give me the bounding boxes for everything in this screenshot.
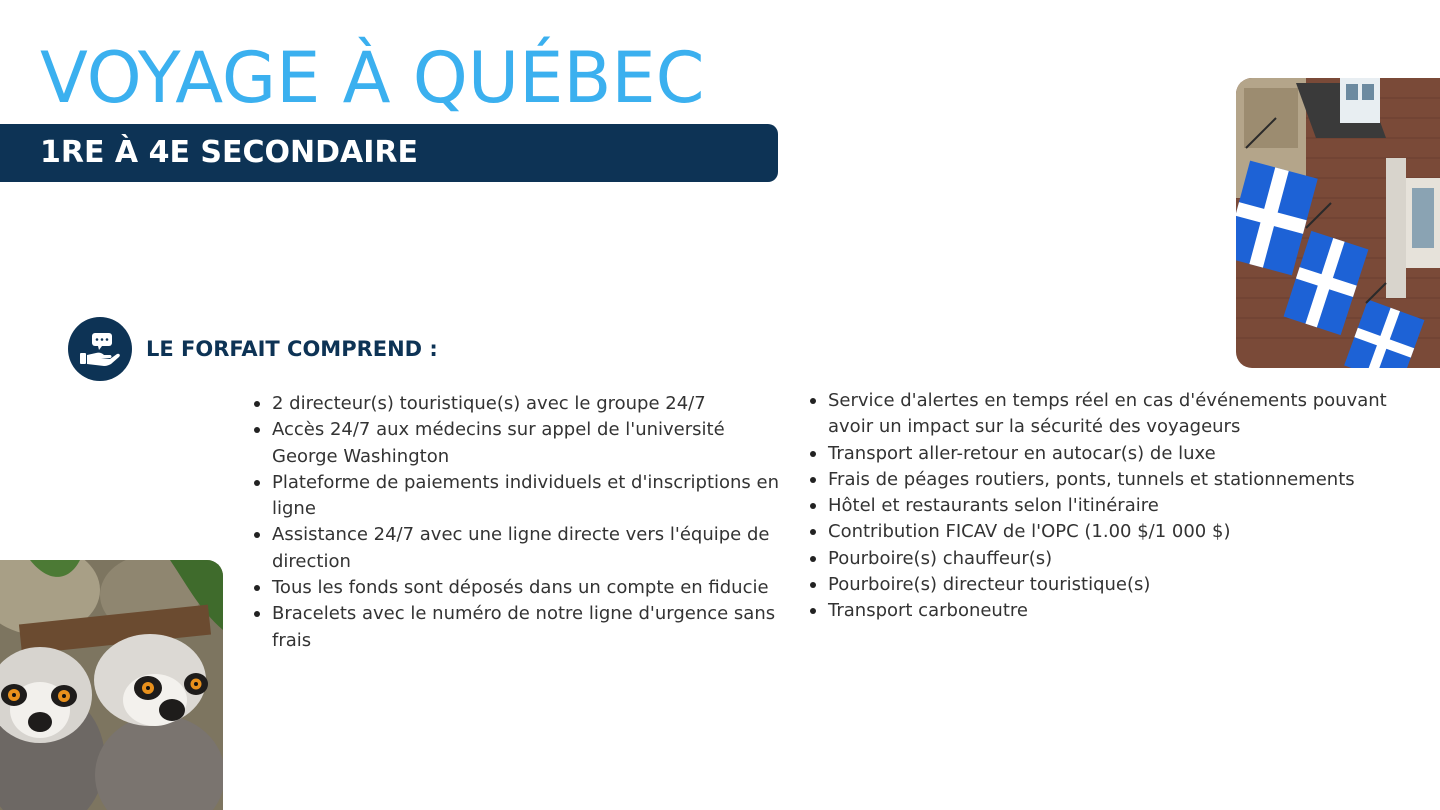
list-item: Contribution FICAV de l'OPC (1.00 $/1 000 $) — [810, 519, 1410, 545]
list-item: Accès 24/7 aux médecins sur appel de l'université George Washington — [254, 417, 794, 470]
list-item: Service d'alertes en temps réel en cas d'événements pouvant avoir un impact sur la sécurité des voyageurs — [810, 388, 1410, 441]
list-item: Transport carboneutre — [810, 598, 1410, 624]
list-item: Transport aller-retour en autocar(s) de luxe — [810, 441, 1410, 467]
included-list-right — [810, 388, 1410, 625]
page-title: VOYAGE À QUÉBEC — [40, 37, 705, 119]
section-title: LE FORFAIT COMPREND : — [146, 337, 438, 361]
subtitle-text: 1RE À 4E SECONDAIRE — [40, 135, 418, 170]
list-item: Pourboire(s) directeur touristique(s) — [810, 572, 1410, 598]
lemurs-photo — [0, 560, 223, 810]
list-item: Assistance 24/7 avec une ligne directe vers l'équipe de direction — [254, 522, 794, 575]
list-item: Bracelets avec le numéro de notre ligne d'urgence sans frais — [254, 601, 794, 654]
list-item: Pourboire(s) chauffeur(s) — [810, 546, 1410, 572]
list-item: Plateforme de paiements individuels et d'inscriptions en ligne — [254, 470, 794, 523]
list-item: 2 directeur(s) touristique(s) avec le groupe 24/7 — [254, 391, 794, 417]
quebec-flags-photo — [1236, 78, 1440, 368]
included-list-left — [254, 391, 794, 654]
subtitle-banner — [0, 124, 778, 182]
list-item: Frais de péages routiers, ponts, tunnels et stationnements — [810, 467, 1410, 493]
list-item: Hôtel et restaurants selon l'itinéraire — [810, 493, 1410, 519]
list-item: Tous les fonds sont déposés dans un compte en fiducie — [254, 575, 794, 601]
helping-hand-chat-icon — [68, 317, 132, 381]
